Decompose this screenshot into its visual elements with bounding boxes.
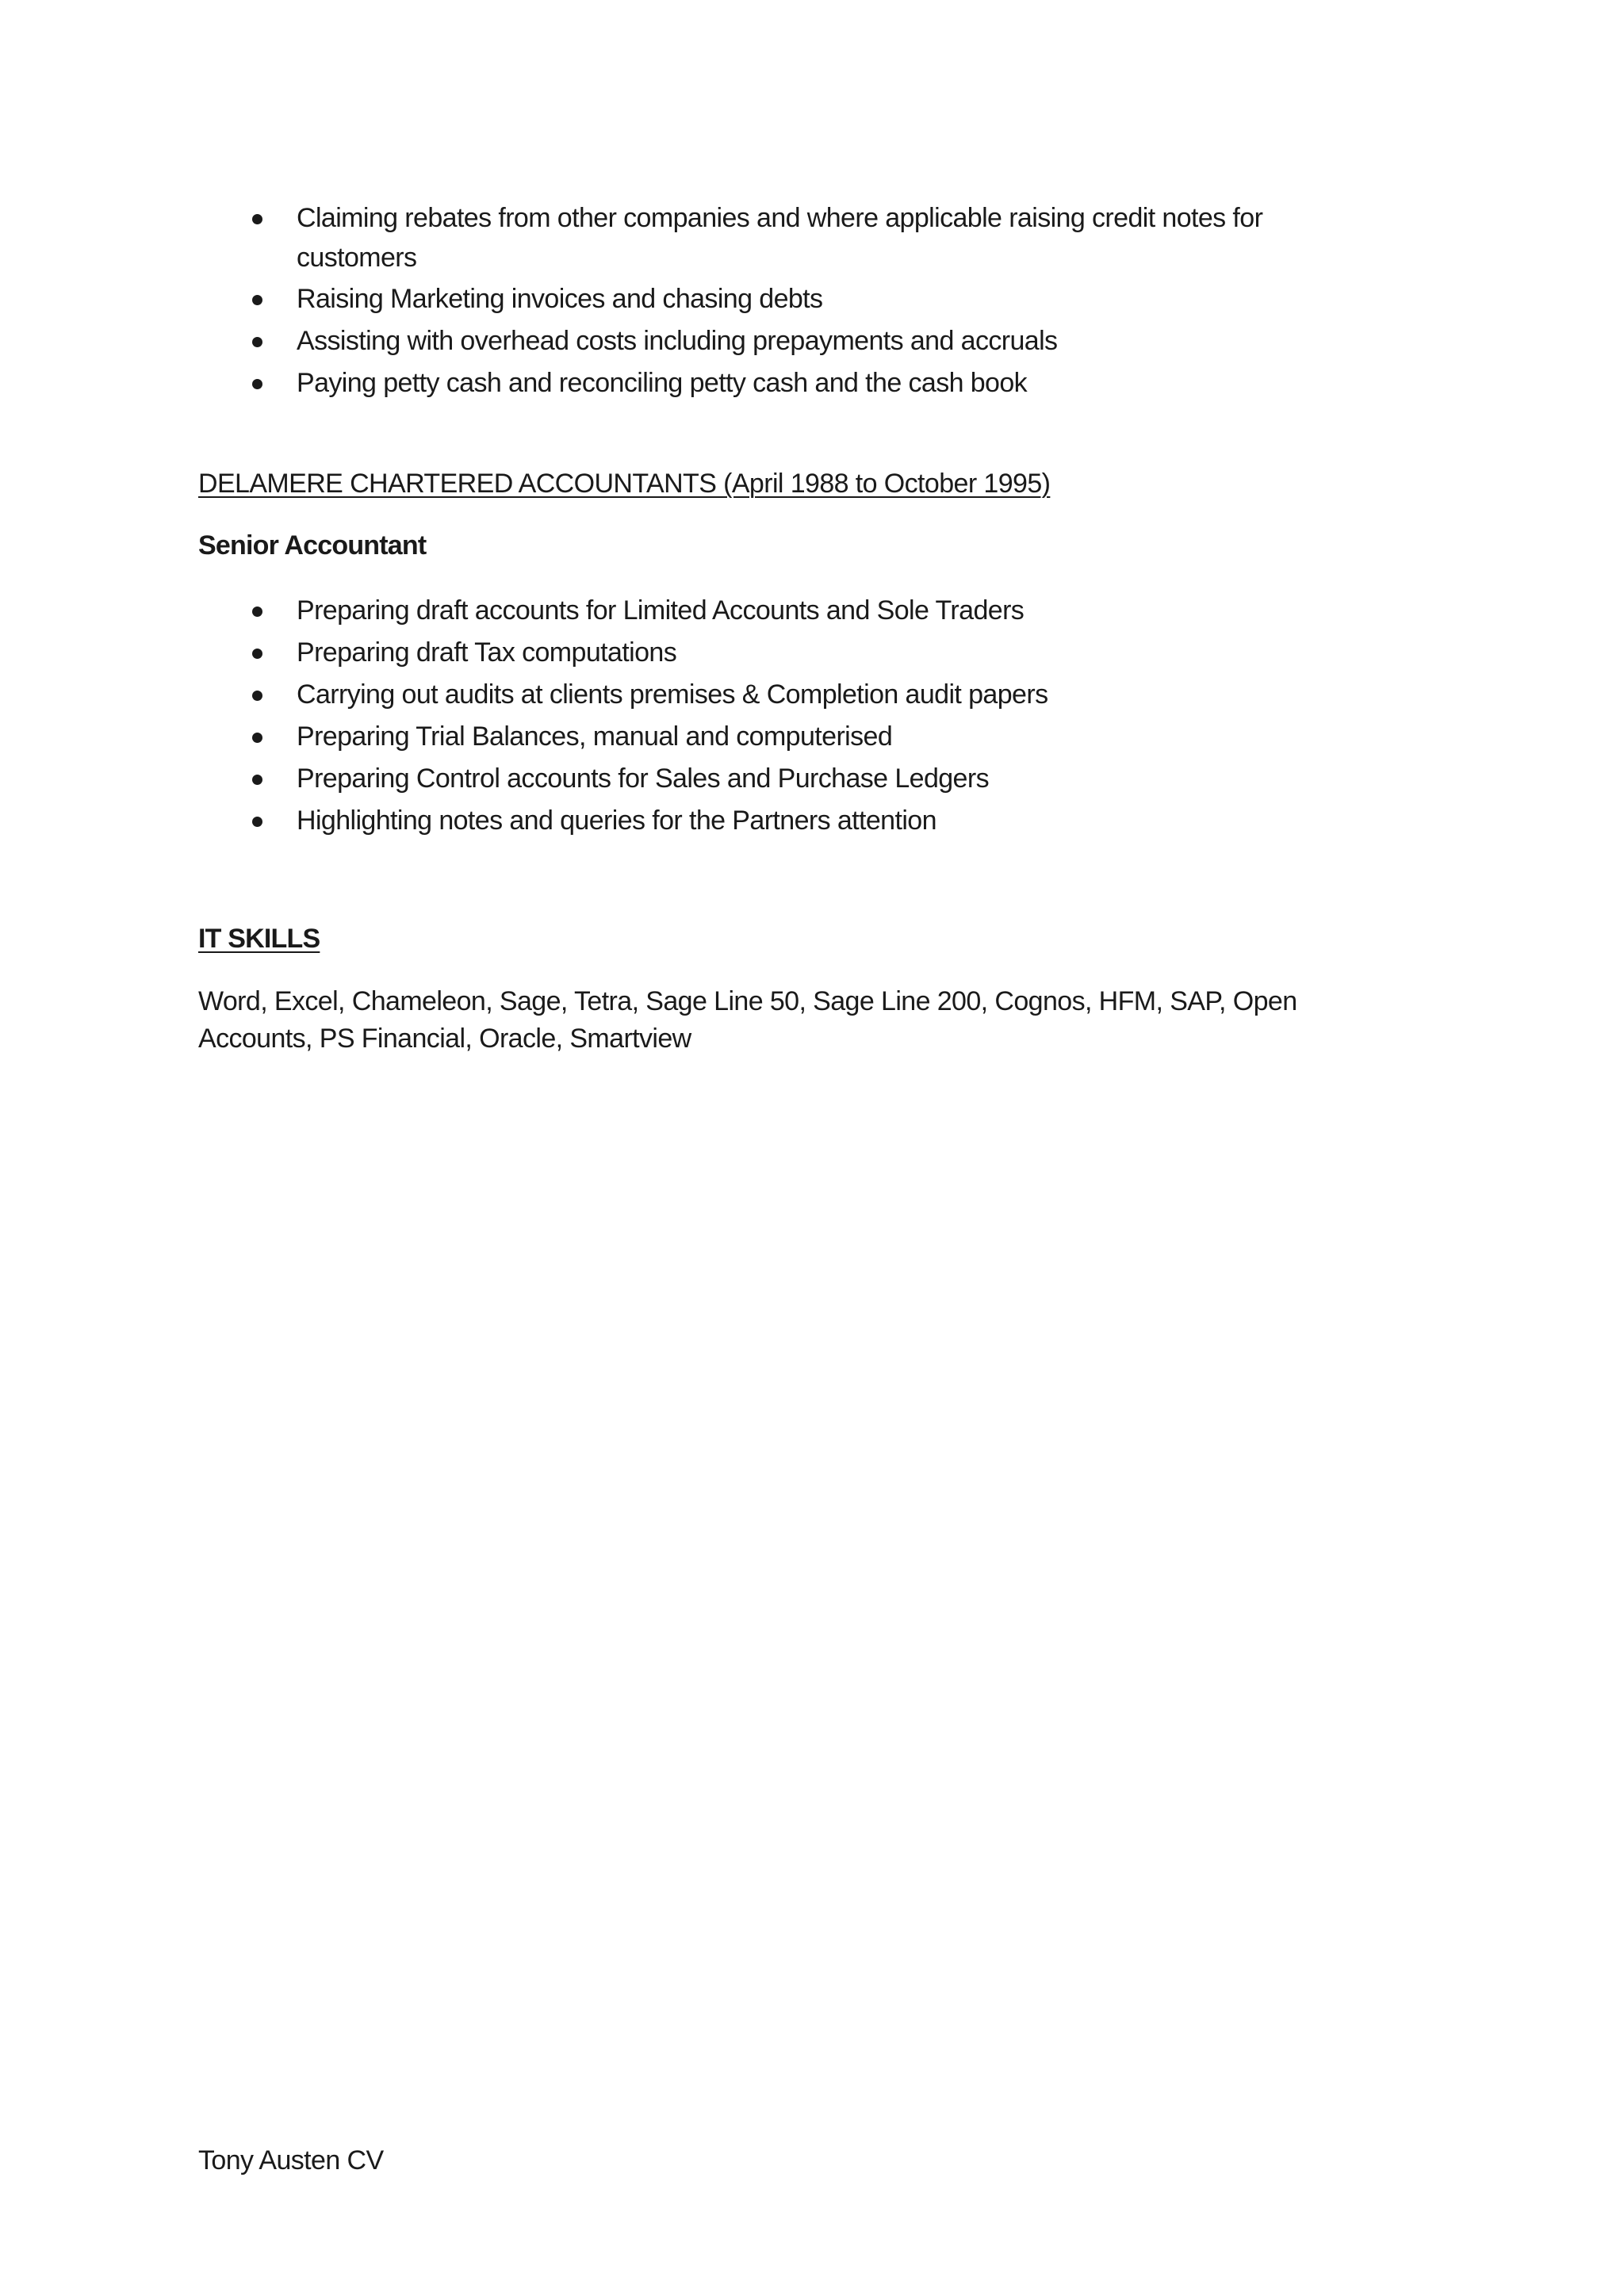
duty-text: Highlighting notes and queries for the Partners attention: [297, 806, 936, 836]
list-item: [0, 759, 1359, 798]
it-skills-text: Word, Excel, Chameleon, Sage, Tetra, Sage Line 50, Sage Line 200, Cognos, HFM, SAP, Open Accounts, PS Financial, Oracle, Smartview: [198, 986, 1297, 1054]
job-title: Senior Accountant: [198, 530, 427, 561]
list-item: [0, 198, 1359, 277]
list-item: [0, 279, 1359, 319]
bullet-icon: [252, 733, 262, 743]
previous-role-duties-list: [0, 198, 1359, 405]
list-item: [0, 363, 1359, 403]
it-skills-heading: IT SKILLS: [198, 924, 320, 954]
list-item: [0, 321, 1359, 361]
employer-heading: DELAMERE CHARTERED ACCOUNTANTS (April 1988 to October 1995): [198, 469, 1051, 499]
duty-text: Preparing draft Tax computations: [297, 637, 677, 668]
duty-text: Assisting with overhead costs including prepayments and accruals: [297, 326, 1058, 356]
bullet-icon: [252, 337, 262, 347]
duty-text: Claiming rebates from other companies and where applicable raising credit notes for customers: [297, 203, 1263, 273]
duty-text: Preparing draft accounts for Limited Accounts and Sole Traders: [297, 595, 1025, 626]
duty-text: Preparing Trial Balances, manual and computerised: [297, 721, 893, 752]
delamere-duties-list: [0, 591, 1359, 843]
list-item: [0, 633, 1359, 672]
bullet-icon: [252, 379, 262, 389]
bullet-icon: [252, 214, 262, 224]
bullet-icon: [252, 775, 262, 785]
duty-text: Preparing Control accounts for Sales and Purchase Ledgers: [297, 763, 989, 794]
page-footer: Tony Austen CV: [198, 2145, 384, 2175]
list-item: [0, 717, 1359, 756]
duty-text: Paying petty cash and reconciling petty cash and the cash book: [297, 368, 1028, 398]
list-item: [0, 675, 1359, 714]
duty-text: Raising Marketing invoices and chasing debts: [297, 284, 823, 314]
bullet-icon: [252, 691, 262, 701]
bullet-icon: [252, 817, 262, 827]
list-item: [0, 591, 1359, 630]
bullet-icon: [252, 295, 262, 305]
bullet-icon: [252, 607, 262, 617]
duty-text: Carrying out audits at clients premises & Completion audit papers: [297, 679, 1048, 710]
bullet-icon: [252, 649, 262, 659]
list-item: [0, 801, 1359, 840]
